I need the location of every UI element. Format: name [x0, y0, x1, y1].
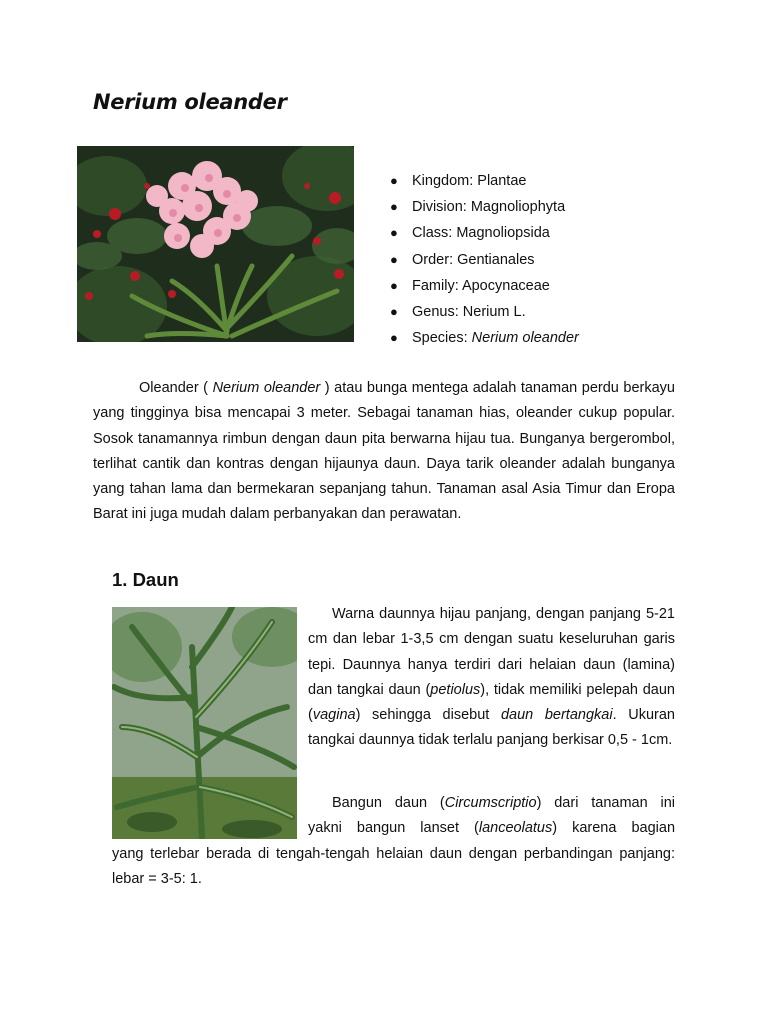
taxonomy-division: Division: Magnoliophyta — [412, 199, 566, 216]
list-item — [388, 196, 579, 222]
bullet-icon: ● — [390, 277, 398, 293]
list-item — [388, 275, 579, 301]
page-title: Nerium oleander — [93, 90, 287, 114]
oleander-leaf-photo — [112, 607, 297, 839]
bullet-icon: ● — [390, 251, 398, 267]
list-item — [388, 222, 579, 248]
bullet-icon: ● — [390, 330, 398, 346]
taxonomy-family: Family: Apocynaceae — [412, 277, 550, 294]
taxonomy-class: Class: Magnoliopsida — [412, 225, 550, 242]
bullet-icon: ● — [390, 173, 398, 188]
bullet-icon: ● — [390, 303, 398, 319]
list-item — [388, 327, 579, 353]
oleander-flower-photo — [77, 146, 354, 342]
list-item — [388, 249, 579, 275]
taxonomy-genus: Genus: Nerium L. — [412, 303, 526, 320]
leaf-paragraph-2-line-1: Bangun daun (Circumscriptio) dari tanaman ini — [332, 795, 675, 811]
taxonomy-list — [388, 170, 579, 353]
list-item — [388, 170, 579, 196]
taxonomy-species-label: Species: — [412, 330, 472, 347]
intro-paragraph: Oleander ( Nerium oleander ) atau bunga mentega adalah tanaman perdu berkayu yang tingginya bisa mencapai 3 meter. Sebagai tanaman hias, oleander cukup popular. Sosok tanamannya rimbun dengan daun pita berwarna hijau tua. Bunganya bergerombol, terlihat cantik dan kontras dengan hijaunya daun. Daya tarik oleander adalah bunganya yang tahan lama dan bermekaran sepanjang tahun. Tanaman asal Asia Timur dan Eropa Barat ini juga mudah dalam perbanyakan dan perawatan. — [93, 380, 675, 523]
taxonomy-kingdom: Kingdom: Plantae — [412, 173, 527, 189]
taxonomy-order: Order: Gentianales — [412, 251, 535, 268]
leaf-paragraph-1: Warna daunnya hijau panjang, dengan panjang 5-21 cm dan lebar 1-3,5 cm dengan suatu keseluruhan garis tepi. Daunnya hanya terdiri dari helaian daun (lamina) dan tangkai daun (petiolus), tidak memiliki pelepah daun (vagina) sehingga disebut daun bertangkai. Ukuran tangkai daunnya tidak terlalu panjang berkisar 0,5 - 1cm. — [308, 606, 675, 749]
taxonomy-species-name: Nerium oleander — [471, 330, 579, 347]
bullet-icon: ● — [390, 225, 398, 241]
leaf-paragraph-2-line-2: yakni bangun lanset (lanceolatus) karena bagian — [308, 820, 676, 836]
leaf-paragraph-2-rest: yang terlebar berada di tengah-tengah helaian daun dengan perbandingan panjang: lebar = 3-5: 1. — [112, 846, 675, 888]
list-item — [388, 301, 579, 327]
section-heading: 1. Daun — [112, 569, 179, 590]
bullet-icon: ● — [390, 199, 398, 215]
